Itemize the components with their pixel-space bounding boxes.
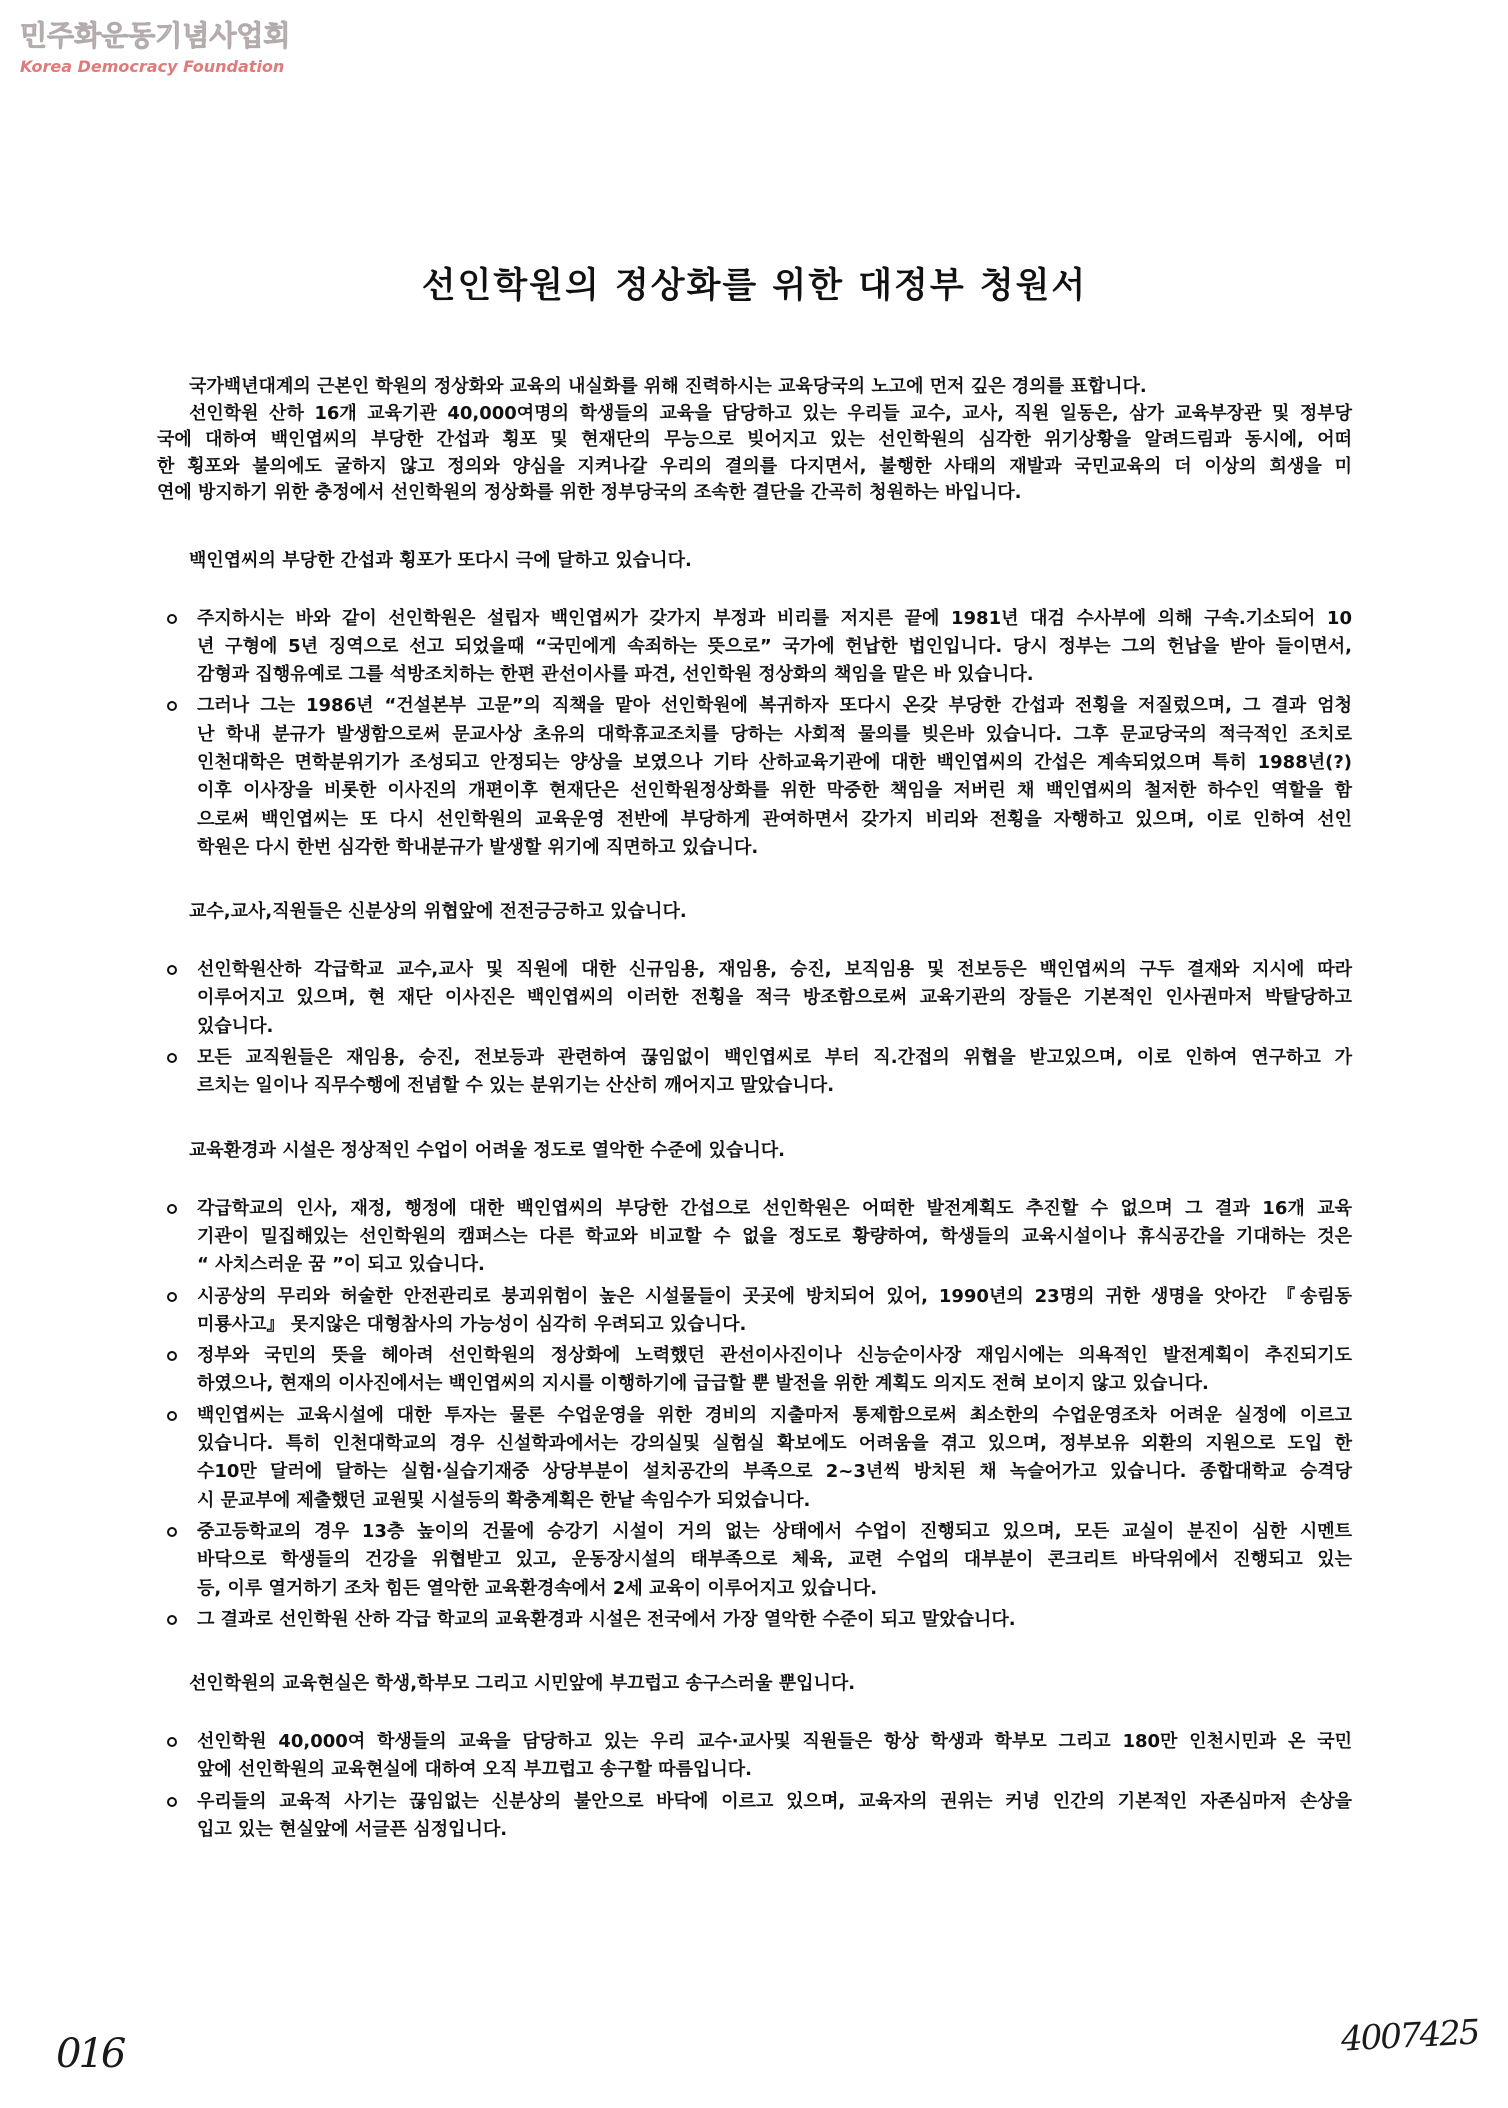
bullet-icon	[167, 1411, 177, 1421]
bullet-list	[157, 1728, 1352, 1844]
handwritten-archive-number: 4007425	[1339, 2012, 1479, 2060]
text-line: 이루어지고 있으며, 현 재단 이사진은 백인엽씨의 이러한 전횡을 적극 방조함으로써 교육기관의 장들은 기본적인 인사권마저 박탈당하고	[197, 987, 1352, 1009]
foundation-name-english: Korea Democracy Foundation	[20, 57, 285, 76]
text-line: 이후 이사장을 비롯한 이사진의 개편이후 현재단은 선인학원정상화를 위한 막중한 책임을 저버린 채 백인엽씨의 철저한 하수인 역할을 함	[197, 780, 1352, 802]
bullet-icon	[167, 1797, 177, 1807]
intro-paragraph	[157, 374, 1352, 401]
document-title: 선인학원의 정상화를 위한 대정부 청원서	[421, 266, 1088, 306]
text-line: 시 문교부에 제출했던 교원및 시설등의 확충계획은 한낱 속임수가 되었습니다.	[197, 1489, 811, 1511]
text-line: 정부와 국민의 뜻을 헤아려 선인학원의 정상화에 노력했던 관선이사진이나 신능순이사장 재임시에는 의욕적인 발전계획이 추진되기도	[197, 1345, 1352, 1367]
bullet-item	[157, 692, 1352, 862]
text-line: 등, 이루 열거하기 조차 힘든 열악한 교육환경속에서 2세 교육이 이루어지고 있습니다.	[197, 1577, 878, 1599]
section-heading: 교수,교사,직원들은 신분상의 위협앞에 전전긍긍하고 있습니다.	[189, 901, 687, 923]
bullet-icon	[167, 965, 177, 975]
text-line: 학원은 다시 한번 심각한 학내분규가 발생할 위기에 직면하고 있습니다.	[197, 836, 759, 858]
bullet-item	[157, 1606, 1352, 1634]
text-line: 시공상의 무리와 허술한 안전관리로 붕괴위험이 높은 시설물들이 곳곳에 방치되어 있어, 1990년의 23명의 귀한 생명을 앗아간 『송림동	[197, 1285, 1352, 1307]
text-line: 중고등학교의 경우 13층 높이의 건물에 승강기 시설이 거의 없는 상태에서 수업이 진행되고 있으며, 모든 교실이 분진이 심한 시멘트	[197, 1520, 1352, 1542]
text-line: 으로써 백인엽씨는 또 다시 선인학원의 교육운영 전반에 부당하게 관여하면서 갖가지 비리와 전횡을 자행하고 있으며, 이로 인하여 선인	[197, 808, 1352, 830]
petition-body	[157, 264, 1352, 1844]
text-line: 앞에 선인학원의 교육현실에 대하여 오직 부끄럽고 송구할 따름입니다.	[197, 1759, 752, 1781]
bullet-item	[157, 1283, 1352, 1340]
text-line: 난 학내 분규가 발생함으로써 문교사상 초유의 대학휴교조치를 당하는 사회적 물의를 빚은바 있습니다. 그후 문교당국의 적극적인 조치로	[197, 723, 1352, 745]
text-line: 있습니다. 특히 인천대학교의 경우 신설학과에서는 강의실및 실험실 확보에도 어려움을 겪고 있으며, 정부보유 외환의 지원으로 도입 한	[197, 1433, 1352, 1455]
bullet-item	[157, 1788, 1352, 1845]
bullet-item	[157, 1342, 1352, 1399]
text-line: 선인학원 40,000여 학생들의 교육을 담당하고 있는 우리 교수·교사및 직원들은 항상 학생과 학부모 그리고 180만 인천시민과 온 국민	[197, 1731, 1352, 1753]
text-line: 하였으나, 현재의 이사진에서는 백인엽씨의 지시를 이행하기에 급급할 뿐 발전을 위한 계획도 의지도 전혀 보이지 않고 있습니다.	[197, 1373, 1209, 1395]
foundation-watermark	[20, 16, 290, 78]
bullet-icon	[167, 1615, 177, 1625]
section-heading: 교육환경과 시설은 정상적인 수업이 어려울 정도로 열악한 수준에 있습니다.	[189, 1139, 785, 1161]
text-line: 년 구형에 5년 징역으로 선고 되었을때 “국민에게 속죄하는 뜻으로” 국가에 헌납한 법인입니다. 당시 정부는 그의 헌납을 받아 들이면서,	[197, 635, 1352, 657]
text-line: 기관이 밀집해있는 선인학원의 캠퍼스는 다른 학교와 비교할 수 없을 정도로 황량하여, 학생들의 교육시설이나 휴식공간을 기대하는 것은	[197, 1225, 1352, 1247]
text-line: 선인학원 산하 16개 교육기관 40,000여명의 학생들의 교육을 담당하고 있는 우리들 교수, 교사, 직원 일동은, 삼가 교육부장관 및 정부당	[189, 402, 1352, 424]
text-line: 감형과 집행유예로 그를 석방조치하는 한편 관선이사를 파견, 선인학원 정상화의 책임을 맡은 바 있습니다.	[197, 664, 1034, 686]
bullet-icon	[167, 701, 177, 711]
bullet-item	[157, 605, 1352, 690]
section-heading: 선인학원의 교육현실은 학생,학부모 그리고 시민앞에 부끄럽고 송구스러울 뿐입니다.	[189, 1673, 856, 1695]
text-line: “ 사치스러운 꿈 ”이 되고 있습니다.	[197, 1254, 485, 1276]
bullet-icon	[167, 1737, 177, 1747]
bullet-icon	[167, 1053, 177, 1063]
text-line: 국에 대하여 백인엽씨의 부당한 간섭과 횡포 및 현재단의 무능으로 빚어지고 있는 선인학원의 심각한 위기상황을 알려드림과 동시에, 어떠	[157, 429, 1352, 450]
text-line: 연에 방지하기 위한 충정에서 선인학원의 정상화를 위한 정부당국의 조속한 결단을 간곡히 청원하는 바입니다.	[157, 482, 1022, 503]
text-line: 우리들의 교육적 사기는 끊임없는 신분상의 불안으로 바닥에 이르고 있으며, 교육자의 권위는 커녕 인간의 기본적인 자존심마저 손상을	[197, 1790, 1352, 1812]
text-line: 한 횡포와 불의에도 굴하지 않고 정의와 양심을 지켜나갈 우리의 결의를 다지면서, 불행한 사태의 재발과 국민교육의 더 이상의 희생을 미	[157, 455, 1352, 477]
bullet-list	[157, 956, 1352, 1100]
text-line: 백인엽씨는 교육시설에 대한 투자는 물론 수업운영을 위한 경비의 지출마저 통제함으로써 최소한의 수업운영조차 어려운 실정에 이르고	[197, 1404, 1352, 1426]
text-line: 그 결과로 선인학원 산하 각급 학교의 교육환경과 시설은 전국에서 가장 열악한 수준이 되고 말았습니다.	[197, 1608, 1016, 1630]
bullet-item	[157, 1728, 1352, 1785]
bullet-list	[157, 1195, 1352, 1634]
bullet-icon	[167, 614, 177, 624]
intro-paragraph	[157, 401, 1352, 507]
text-line: 모든 교직원들은 재임용, 승진, 전보등과 관련하여 끊임없이 백인엽씨로 부터 직.간접의 위협을 받고있으며, 이로 인하여 연구하고 가	[197, 1047, 1352, 1069]
bullet-item	[157, 1518, 1352, 1603]
bullet-list	[157, 605, 1352, 863]
text-line: 르치는 일이나 직무수행에 전념할 수 있는 분위기는 산산히 깨어지고 말았습니다.	[197, 1075, 835, 1097]
bullet-icon	[167, 1292, 177, 1302]
text-line: 국가백년대계의 근본인 학원의 정상화와 교육의 내실화를 위해 진력하시는 교육당국의 노고에 먼저 깊은 경의를 표합니다.	[189, 376, 1147, 397]
text-line: 각급학교의 인사, 재정, 행정에 대한 백인엽씨의 부당한 간섭으로 선인학원은 어떠한 발전계획도 추진할 수 없으며 그 결과 16개 교육	[197, 1197, 1352, 1219]
text-line: 수10만 달러에 달하는 실험·실습기재중 상당부분이 설치공간의 부족으로 2~3년씩 방치된 채 녹슬어가고 있습니다. 종합대학교 승격당	[197, 1461, 1352, 1483]
bullet-item	[157, 1195, 1352, 1280]
bullet-icon	[167, 1204, 177, 1214]
intro	[157, 374, 1352, 507]
text-line: 있습니다.	[197, 1015, 274, 1037]
bullet-icon	[167, 1527, 177, 1537]
text-line: 선인학원산하 각급학교 교수,교사 및 직원에 대한 신규임용, 재임용, 승진, 보직임용 및 전보등은 백인엽씨의 구두 결재와 지시에 따라	[197, 959, 1352, 981]
text-line: 주지하시는 바와 같이 선인학원은 설립자 백인엽씨가 갖가지 부정과 비리를 저지른 끝에 1981년 대검 수사부에 의해 구속.기소되어 10	[197, 607, 1352, 629]
text-line: 입고 있는 현실앞에 서글픈 심정입니다.	[197, 1819, 508, 1840]
bullet-icon	[167, 1351, 177, 1361]
text-line: 미룡사고』 못지않은 대형참사의 가능성이 심각히 우려되고 있습니다.	[197, 1313, 747, 1335]
section-heading: 백인엽씨의 부당한 간섭과 횡포가 또다시 극에 달하고 있습니다.	[189, 549, 692, 571]
bullet-item	[157, 956, 1352, 1041]
text-line: 바닥으로 학생들의 건강을 위협받고 있고, 운동장시설의 태부족으로 체육, 교련 수업의 대부분이 콘크리트 바닥위에서 진행되고 있는	[197, 1549, 1352, 1571]
text-line: 그러나 그는 1986년 “건설본부 고문”의 직책을 맡아 선인학원에 복귀하자 또다시 온갖 부당한 간섭과 전횡을 저질렀으며, 그 결과 엄청	[197, 695, 1352, 717]
text-line: 인천대학은 면학분위기가 조성되고 안정되는 양상을 보였으나 기타 산하교육기관에 대한 백인엽씨의 간섭은 계속되었으며 특히 1988년(?)	[197, 751, 1352, 773]
handwritten-page-mark: 016	[56, 2031, 124, 2077]
bullet-item	[157, 1044, 1352, 1101]
bullet-item	[157, 1402, 1352, 1515]
foundation-name-korean: 민주화운동기념사업회	[20, 19, 291, 52]
